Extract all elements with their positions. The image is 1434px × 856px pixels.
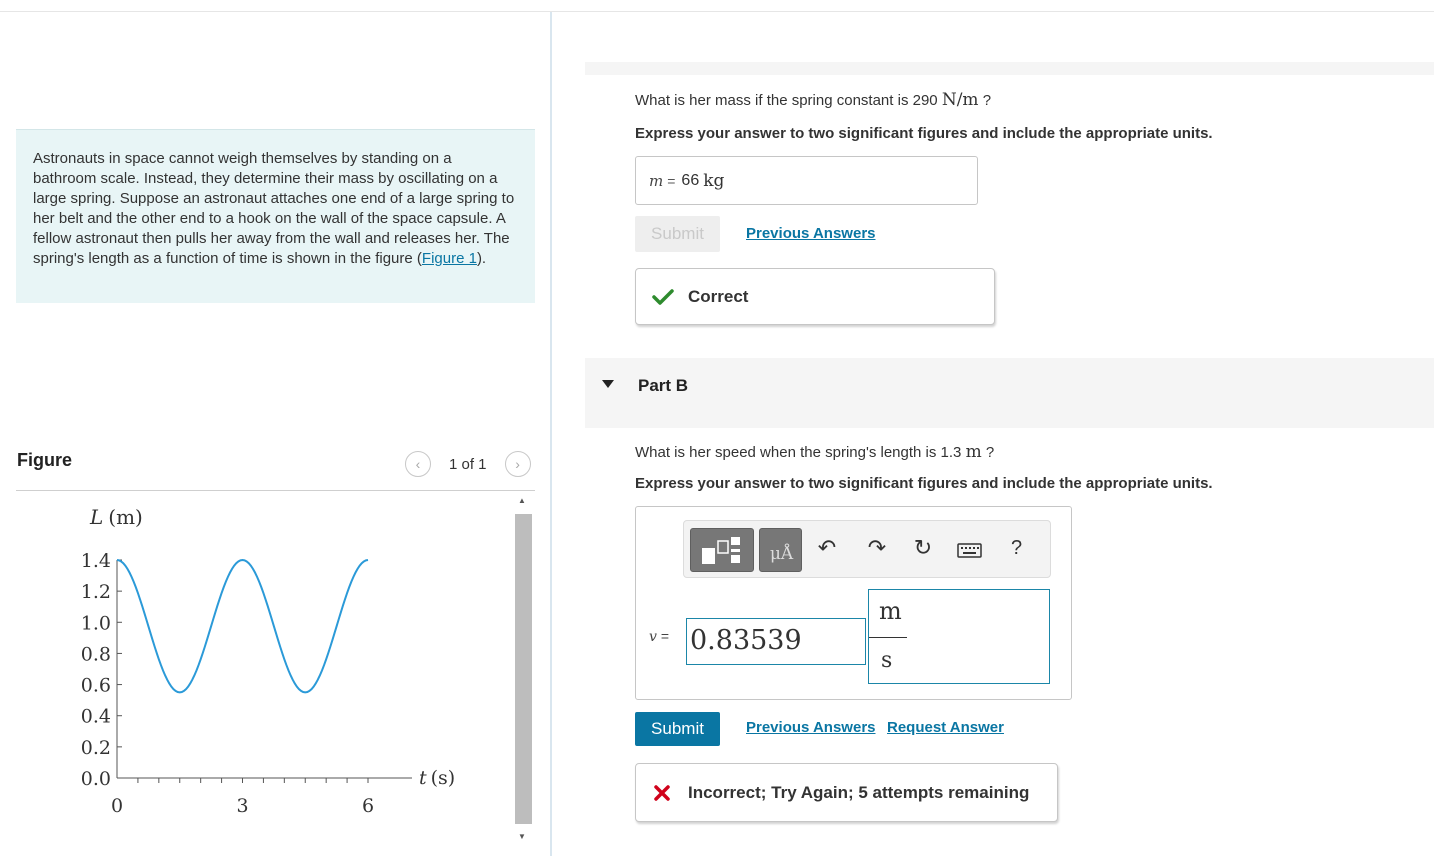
top-rule [0, 11, 1434, 12]
intro-text: Astronauts in space cannot weigh themselves by standing on a bathroom scale. Instead, they determine their mass by oscillating on a large spring. Suppose an astronaut attaches one end of a large spring to her belt and the other end to a hook on the wall of the space capsule. A fellow astronaut then pulls her away from the wall and releases her. The spring's length as a function of time is shown in the figure ( [33, 150, 515, 267]
y-tick-label: 1.4 [80, 550, 111, 572]
part-b-question-unit: m [965, 442, 982, 462]
templates-icon [691, 529, 755, 573]
units-button[interactable] [759, 528, 802, 572]
part-a-question-pre: What is her mass if the spring constant is 290 [635, 92, 942, 109]
math-toolbar [683, 520, 1051, 578]
scroll-up-icon[interactable]: ▲ [518, 496, 526, 505]
part-b-feedback-text: Incorrect; Try Again; 5 attempts remaining [688, 782, 1030, 802]
part-b-answer-value: 0.83539 [690, 625, 802, 656]
part-a-answer-value: 66 [681, 171, 700, 189]
next-figure-button[interactable] [505, 451, 531, 477]
part-a-answer-unit: kg [703, 170, 725, 191]
prev-figure-button[interactable] [405, 451, 431, 477]
chevron-left-icon: ‹ [415, 456, 421, 472]
part-b-previous-answers-link[interactable]: Previous Answers [746, 719, 876, 736]
spring-length-chart [60, 498, 470, 828]
part-b-equals: = [660, 628, 669, 644]
y-tick-label: 1.2 [80, 581, 111, 604]
units-input[interactable] [868, 589, 1050, 684]
y-tick-label: 0.4 [80, 705, 111, 728]
checkmark-icon [652, 288, 674, 306]
scroll-thumb[interactable] [515, 514, 532, 824]
part-a-instruction: Express your answer to two significant figures and include the appropriate units. [635, 125, 1213, 142]
part-b-question [635, 442, 994, 462]
figure-rule [16, 490, 535, 491]
part-b-feedback [635, 763, 1058, 822]
y-tick-label: 0.6 [80, 674, 111, 697]
x-tick-label: 0 [110, 795, 124, 817]
part-b-variable: v [649, 629, 657, 645]
x-axis-var: t [419, 767, 427, 789]
part-a-feedback-text: Correct [688, 286, 749, 306]
series-line [117, 560, 368, 692]
y-tick-label: 0.0 [80, 768, 111, 790]
y-tick-label: 0.2 [80, 736, 111, 759]
problem-intro [16, 129, 535, 303]
y-tick-label: 0.8 [80, 643, 111, 666]
figure-scrollbar[interactable] [514, 494, 532, 846]
unit-denominator: s [881, 648, 893, 673]
y-axis-var: L [90, 505, 104, 529]
x-tick-label: 6 [361, 795, 375, 817]
fraction-bar [869, 637, 907, 638]
intro-end: ). [476, 250, 487, 267]
units-button-label: μÅ [769, 544, 794, 564]
part-a-question [635, 90, 991, 110]
part-a-variable: m [649, 171, 664, 190]
part-a-question-post: ? [978, 92, 992, 109]
x-tick-label: 3 [236, 795, 249, 817]
part-a-question-unit: N/m [941, 90, 979, 110]
part-a-band [585, 62, 1434, 75]
request-answer-link[interactable]: Request Answer [887, 719, 1004, 736]
part-a-answer-box [635, 156, 978, 205]
part-a-previous-answers-link[interactable]: Previous Answers [746, 225, 876, 242]
y-tick-label: 1.0 [80, 612, 111, 635]
pane-divider[interactable] [550, 12, 552, 856]
part-a-submit-button[interactable]: Submit [635, 216, 720, 252]
part-b-question-post: ? [981, 444, 995, 461]
pager-text: 1 of 1 [449, 455, 487, 473]
part-b-variable-label [649, 628, 669, 645]
caret-down-icon[interactable] [602, 380, 614, 388]
svg-text:t(s) [419, 767, 455, 789]
part-b-answer-editor [635, 506, 1072, 700]
y-axis-unit: (m) [108, 505, 143, 529]
scroll-down-icon[interactable]: ▼ [518, 832, 526, 841]
x-icon [653, 784, 671, 802]
part-b-label[interactable]: Part B [638, 376, 689, 395]
figure-title: Figure [17, 450, 73, 470]
unit-numerator: m [879, 597, 902, 625]
value-input[interactable] [686, 618, 866, 665]
undo-icon[interactable]: ↶ [817, 535, 837, 560]
keyboard-icon[interactable] [956, 540, 984, 560]
templates-button[interactable] [690, 528, 754, 572]
figure-pager [405, 450, 531, 478]
part-a-feedback [635, 268, 995, 325]
reset-icon[interactable]: ↻ [913, 535, 933, 560]
part-b-submit-button[interactable]: Submit [635, 712, 720, 746]
part-a-equals: = [667, 172, 676, 189]
redo-icon[interactable]: ↷ [867, 535, 887, 560]
figure-link[interactable]: Figure 1 [421, 250, 477, 267]
chevron-right-icon: › [515, 456, 520, 472]
part-b-question-pre: What is her speed when the spring's length is 1.3 [635, 444, 966, 461]
x-axis-unit: (s) [430, 767, 456, 789]
svg-text:L(m) [89, 505, 143, 529]
part-b-instruction: Express your answer to two significant figures and include the appropriate units. [635, 475, 1213, 492]
part-b-header[interactable] [585, 358, 1434, 428]
help-icon[interactable]: ? [1011, 537, 1023, 559]
